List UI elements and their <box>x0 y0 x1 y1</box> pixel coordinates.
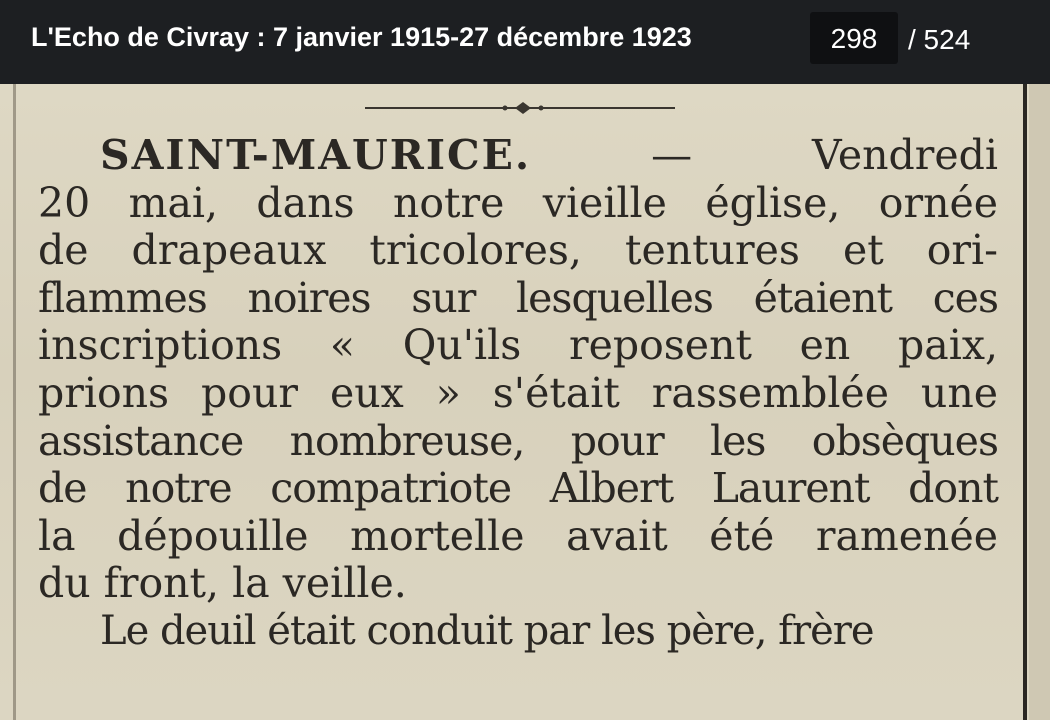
place-heading: SAINT-MAURICE. <box>100 131 532 179</box>
page-total: / 524 <box>908 24 971 55</box>
article-line: flammes noires sur lesquelles étaient ces <box>38 273 998 322</box>
article-line: Le deuil était conduit par les père, frère <box>100 607 874 654</box>
scanned-page <box>0 84 1050 720</box>
article-line: de notre compatriote Albert Laurent dont <box>38 464 998 513</box>
article-line: prions pour eux » s'était rassemblée une <box>38 368 998 417</box>
right-column-rule <box>1023 84 1027 720</box>
article-line: du front, la veille. <box>38 559 407 608</box>
article-line: SAINT-MAURICE. — Vendredi <box>100 131 998 179</box>
page-margin <box>1029 84 1050 720</box>
article-line: de drapeaux tricolores, tentures et ori- <box>38 226 998 275</box>
viewer-toolbar <box>0 0 1050 84</box>
ornament-divider <box>365 102 685 122</box>
article-line: assistance nombreuse, pour les obsèques <box>38 416 998 465</box>
article-line: inscriptions « Qu'ils reposent en paix, <box>38 321 998 370</box>
page-number-input[interactable]: 298 <box>810 12 898 64</box>
article-line: 20 mai, dans notre vieille église, ornée <box>38 178 998 227</box>
left-column-rule <box>13 84 16 720</box>
document-title: L'Echo de Civray : 7 janvier 1915-27 décembre 1923 <box>31 22 692 52</box>
article-text <box>38 132 998 656</box>
article-line: la dépouille mortelle avait été ramenée <box>38 511 998 560</box>
